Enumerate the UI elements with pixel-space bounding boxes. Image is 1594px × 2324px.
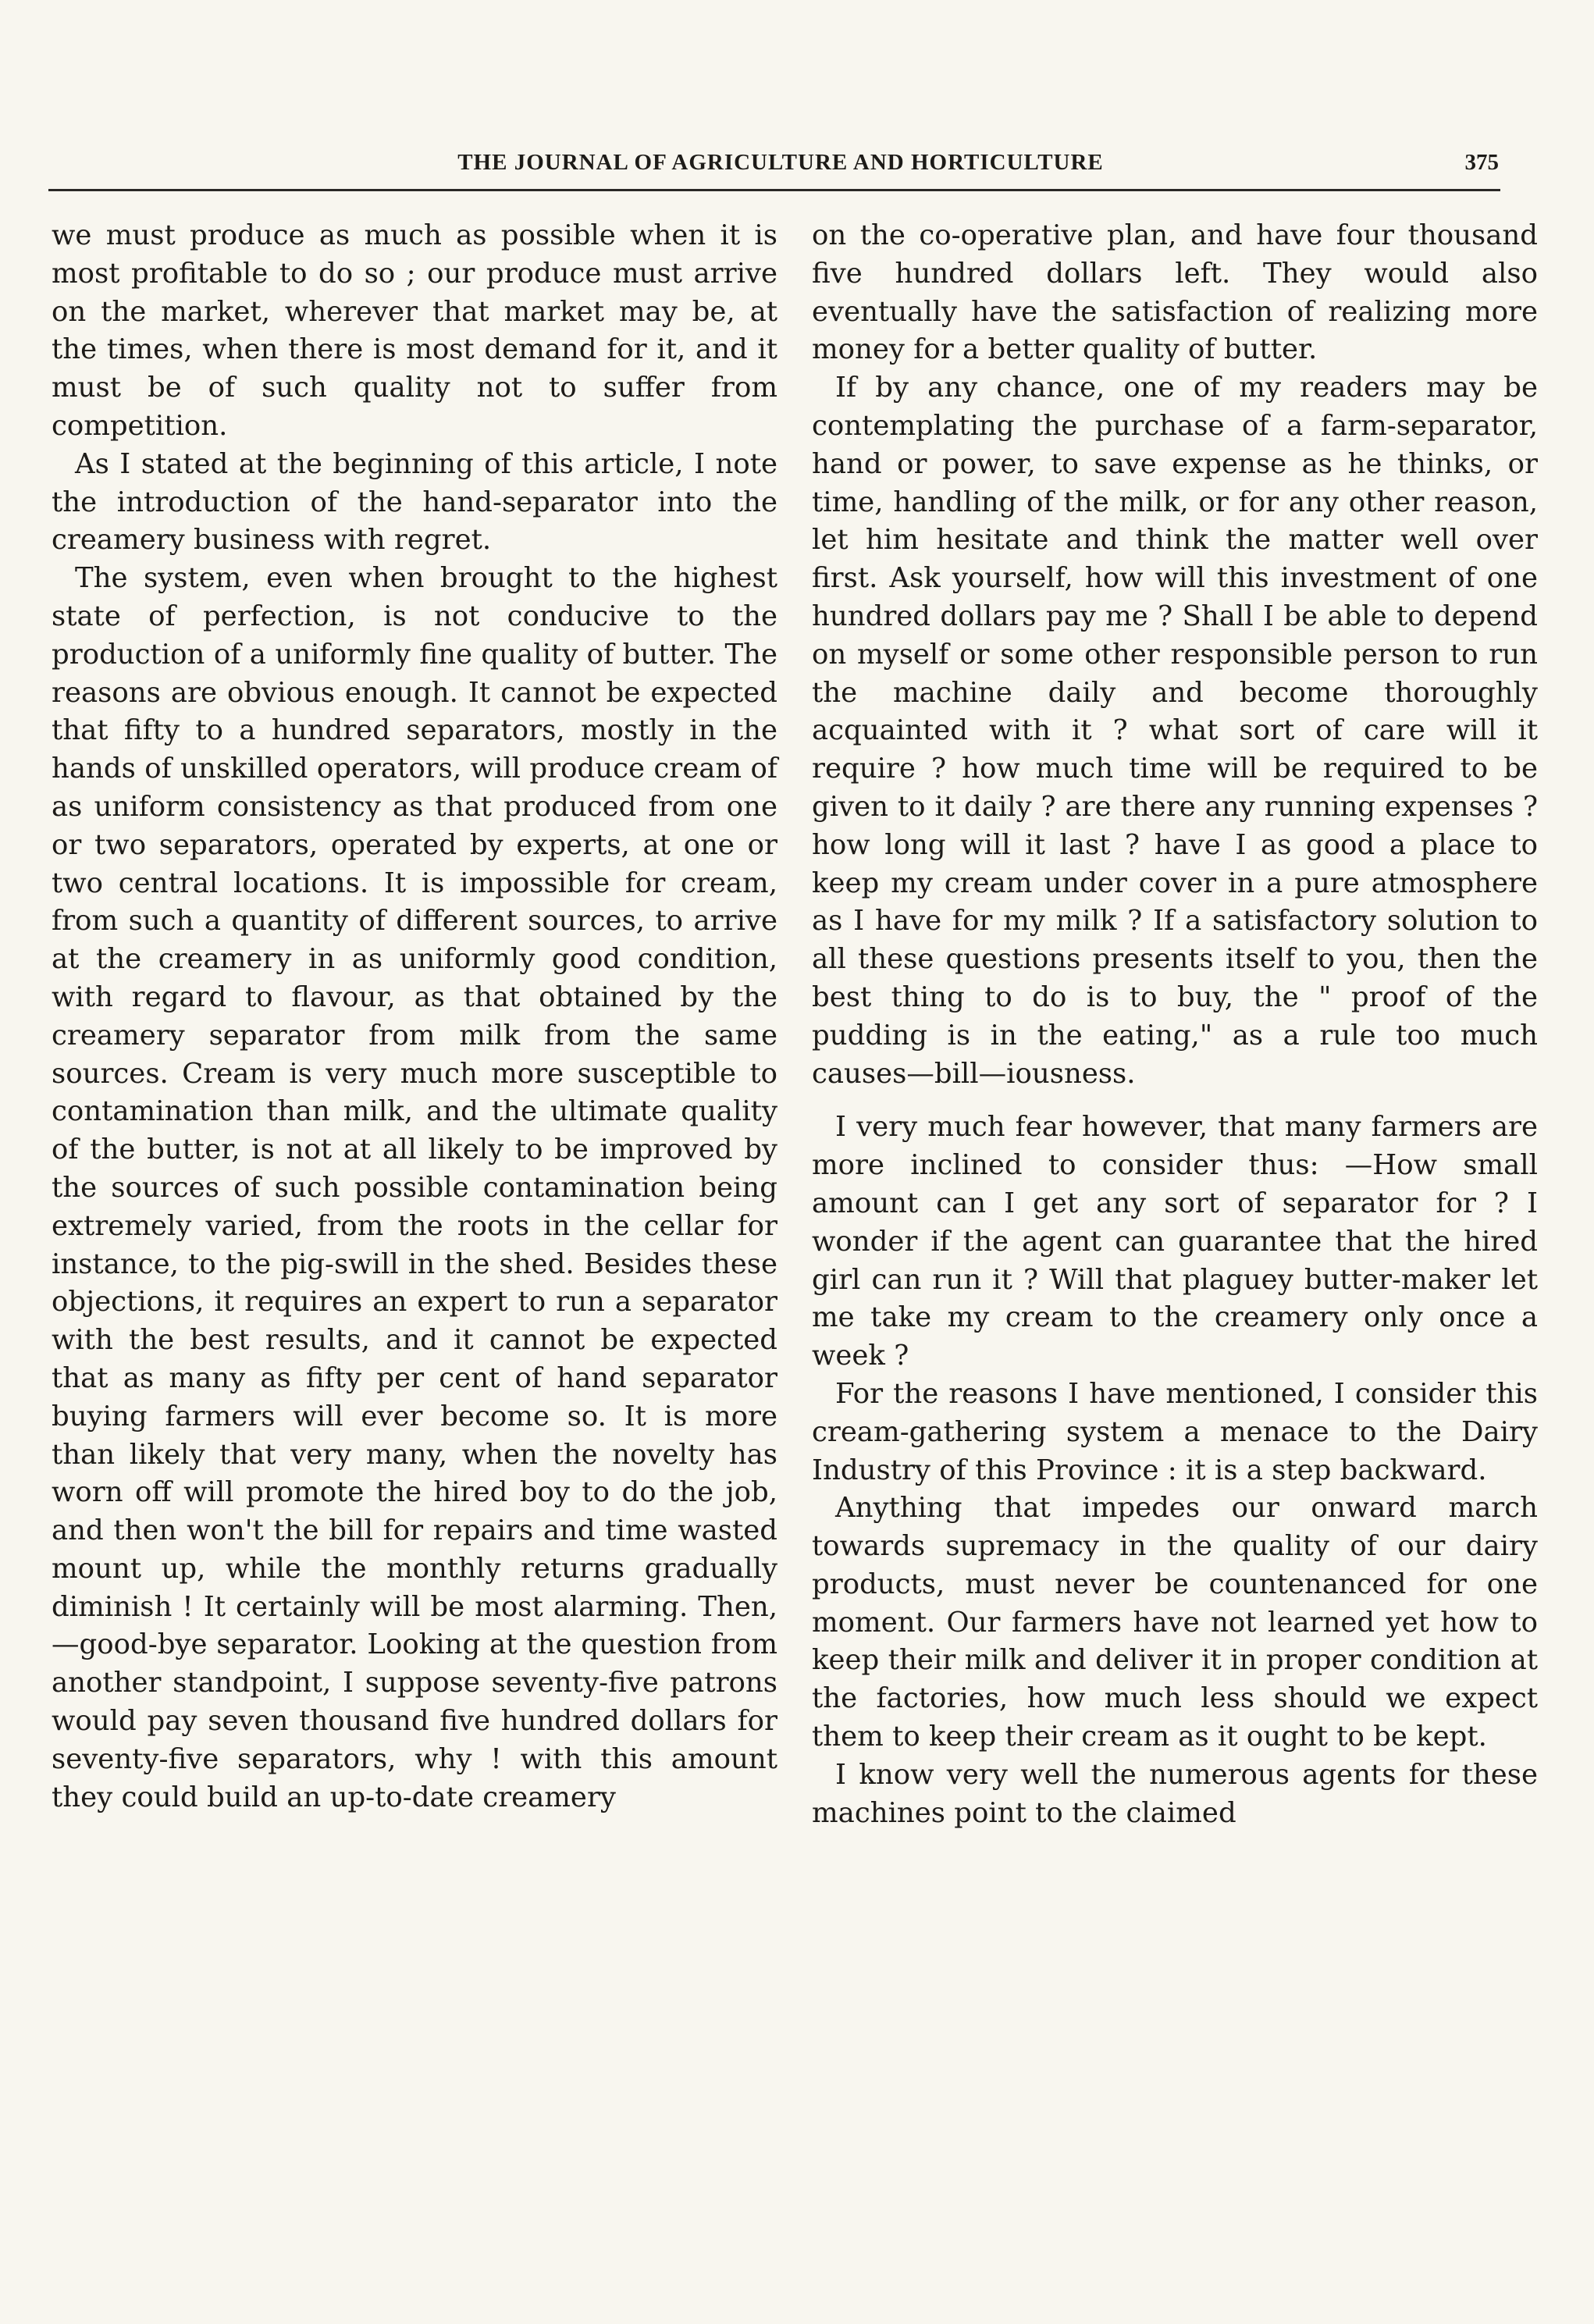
header-rule <box>48 189 1500 191</box>
running-header <box>78 150 1499 181</box>
paragraph: For the reasons I have mentioned, I consider this cream-gathering system a menace to the Dairy Industry of this Province : it is a step backward. <box>812 1377 1538 1486</box>
left-column <box>52 217 777 1817</box>
paragraph: I very much fear however, that many farmers are more inclined to consider thus: —How small amount can I get any sort of separator for ? I wonder if the agent can guarantee that the hired girl can run it ? Will that plaguey butter-maker let me take my cream to the creamery only once a week ? <box>812 1111 1538 1372</box>
paragraph: Anything that impedes our onward march towards supremacy in the quality of our dairy products, must never be countenanced for one moment. Our farmers have not learned yet how to keep their milk and deliver it in proper condition at the factories, how much less should we expect them to keep their cream as it ought to be kept. <box>812 1492 1538 1753</box>
paragraph: The system, even when brought to the highest state of perfection, is not conducive to the production of a uniformly fine quality of butter. The reasons are obvious enough. It cannot be expected that fifty to a hundred separators, mostly in the hands of unskilled operators, will produce cream of as uniform consistency as that produced from one or two separators, operated by experts, at one or two central locations. It is impossible for cream, from such a quantity of different sources, to arrive at the creamery in as uniformly good condition, with regard to flavour, as that obtained by the creamery separator from milk from the same sources. Cream is very much more susceptible to contamination than milk, and the ultimate quality of the butter, is not at all likely to be improved by the sources of such possible contamination being extremely varied, from the roots in the cellar for instance, to the pig-swill in the shed. Besides these objections, it requires an expert to run a separator with the best results, and it cannot be expected that as many as fifty per cent of hand separator buying farmers will ever become so. It is more than likely that very many, when the novelty has worn off will promote the hired boy to do the job, and then won't the bill for repairs and time wasted mount up, while the monthly returns gradually diminish ! It certainly will be most alarming. Then, —good-bye separator. Looking at the question from another standpoint, I suppose seventy-five patrons would pay seven thousand five hundred dollars for seventy-five separators, why ! with this amount they could build an up-to-date creamery <box>52 562 777 1813</box>
paragraph: As I stated at the beginning of this article, I note the introduction of the hand-separator into the creamery business with regret. <box>52 447 777 557</box>
paragraph: I know very well the numerous agents for these machines point to the claimed <box>812 1758 1538 1829</box>
journal-title: THE JOURNAL OF AGRICULTURE AND HORTICULTURE <box>457 150 1104 175</box>
paragraph: on the co-operative plan, and have four thousand five hundred dollars left. They would also eventually have the satisfaction of realizing more money for a better quality of butter. <box>812 219 1538 366</box>
paragraph: If by any chance, one of my readers may be contemplating the purchase of a farm-separator, hand or power, to save expense as he thinks, or time, handling of the milk, or for any other reason, let him hesitate and think the matter well over first. Ask yourself, how will this investment of one hundred dollars pay me ? Shall I be able to depend on myself or some other responsible person to run the machine daily and become thoroughly acquainted with it ? what sort of care will it require ? how much time will be required to be given to it daily ? are there any running expenses ? how long will it last ? have I as good a place to keep my cream under cover in a pure atmosphere as I have for my milk ? If a satisfactory solution to all these questions presents itself to you, then the best thing to do is to buy, the " proof of the pudding is in the eating," as a rule too much causes—bill—iousness. <box>812 372 1538 1090</box>
right-column <box>812 217 1538 1832</box>
paragraph: we must produce as much as possible when it is most profitable to do so ; our produce must arrive on the market, wherever that market may be, at the times, when there is most demand for it, and it must be of such quality not to suffer from competition. <box>52 219 777 442</box>
page-number: 375 <box>1464 150 1499 175</box>
